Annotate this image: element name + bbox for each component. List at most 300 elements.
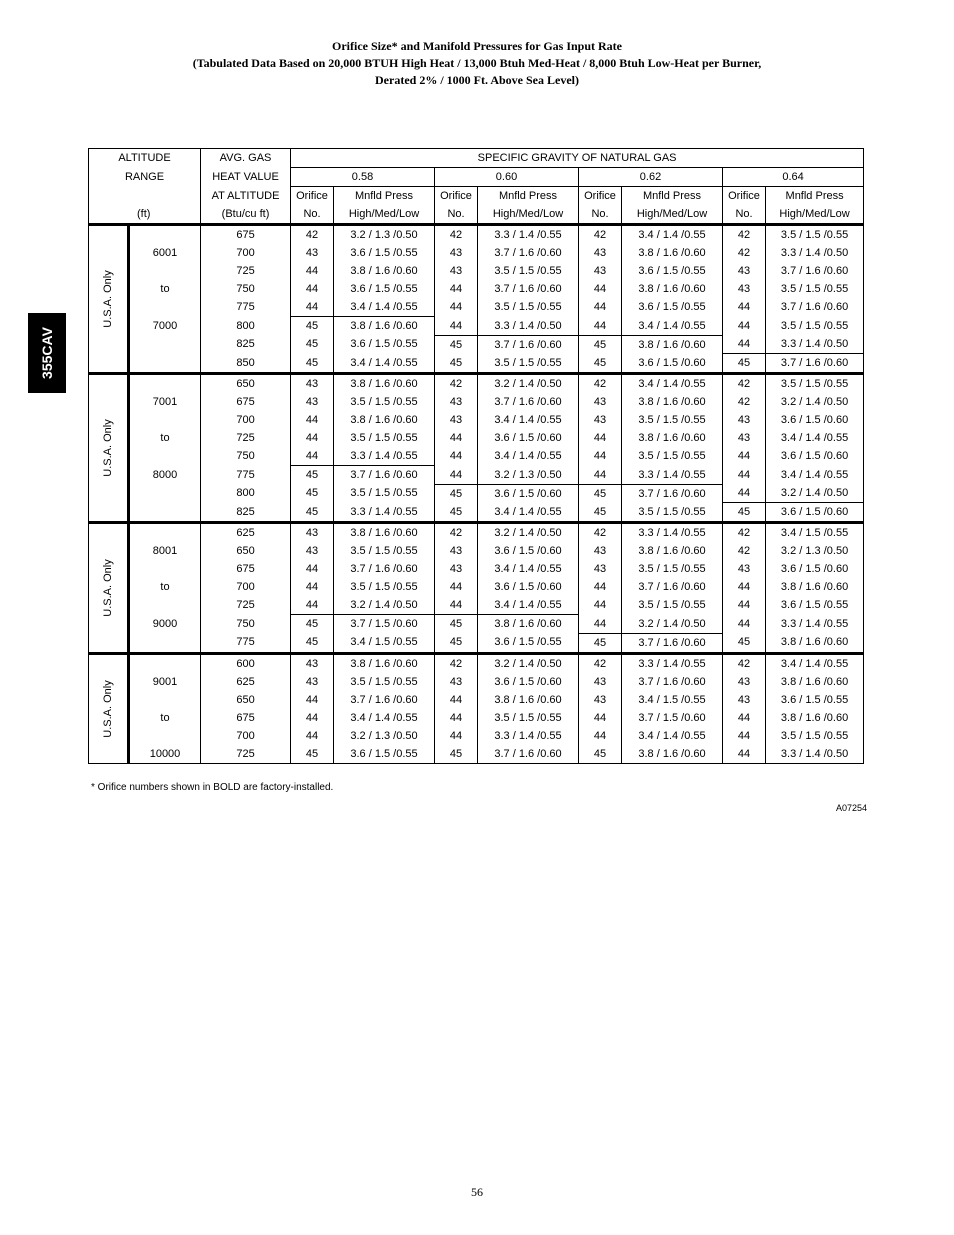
- table-row: [89, 673, 864, 691]
- heat-value-cell: 600: [201, 653, 291, 673]
- manifold-pressure: 3.3 / 1.4 /0.55: [334, 447, 435, 466]
- gravity-0-62: 0.62: [579, 168, 723, 187]
- heat-value-cell: 800: [201, 484, 291, 503]
- orifice-number: 42: [435, 653, 478, 673]
- orifice-number: 43: [723, 262, 766, 280]
- manifold-pressure: 3.5 / 1.5 /0.55: [766, 317, 864, 336]
- manifold-pressure: 3.7 / 1.5 /0.60: [622, 709, 723, 727]
- orifice-number: 43: [435, 560, 478, 578]
- manifold-pressure: 3.2 / 1.4 /0.50: [478, 374, 579, 394]
- heat-value-cell: 725: [201, 429, 291, 447]
- orifice-pressure-table: [88, 148, 864, 764]
- manifold-pressure: 3.5 / 1.5 /0.55: [622, 411, 723, 429]
- orifice-number: 45: [579, 484, 622, 503]
- altitude-cell: [129, 560, 201, 578]
- orifice-number: 45: [723, 354, 766, 374]
- table-row: [89, 503, 864, 523]
- page-title: [0, 38, 954, 89]
- header-at-altitude: AT ALTITUDE: [201, 187, 291, 206]
- orifice-number: 43: [723, 691, 766, 709]
- orifice-number: 45: [579, 354, 622, 374]
- header-specific-gravity: SPECIFIC GRAVITY OF NATURAL GAS: [291, 149, 864, 168]
- orifice-number: 44: [291, 596, 334, 615]
- orifice-number: 44: [579, 317, 622, 336]
- altitude-cell: 7000: [129, 317, 201, 336]
- heat-value-cell: 625: [201, 523, 291, 543]
- manifold-pressure: 3.8 / 1.6 /0.60: [622, 542, 723, 560]
- heat-value-cell: 725: [201, 262, 291, 280]
- manifold-pressure: 3.6 / 1.5 /0.60: [766, 560, 864, 578]
- orifice-number: 44: [579, 298, 622, 317]
- manifold-pressure: 3.4 / 1.5 /0.55: [334, 633, 435, 653]
- manifold-pressure: 3.6 / 1.5 /0.55: [478, 633, 579, 653]
- altitude-cell: [129, 262, 201, 280]
- altitude-cell: [129, 691, 201, 709]
- manifold-pressure: 3.8 / 1.6 /0.60: [334, 411, 435, 429]
- altitude-cell: 6001: [129, 244, 201, 262]
- figure-code: A07254: [836, 803, 868, 813]
- manifold-pressure: 3.6 / 1.5 /0.60: [478, 484, 579, 503]
- manifold-pressure: 3.2 / 1.4 /0.50: [766, 393, 864, 411]
- orifice-number: 42: [579, 653, 622, 673]
- table-row: [89, 709, 864, 727]
- orifice-number: 43: [291, 673, 334, 691]
- orifice-number: 44: [435, 578, 478, 596]
- altitude-cell: [129, 596, 201, 615]
- manifold-pressure: 3.3 / 1.4 /0.55: [478, 225, 579, 245]
- manifold-pressure: 3.8 / 1.6 /0.60: [478, 615, 579, 634]
- manifold-pressure: 3.3 / 1.4 /0.55: [478, 727, 579, 745]
- manifold-pressure: 3.5 / 1.5 /0.55: [478, 262, 579, 280]
- manifold-pressure: 3.5 / 1.5 /0.55: [622, 503, 723, 523]
- orifice-number: 44: [435, 429, 478, 447]
- orifice-number: 43: [291, 523, 334, 543]
- manifold-pressure: 3.7 / 1.6 /0.60: [478, 393, 579, 411]
- table-row: [89, 615, 864, 634]
- manifold-pressure: 3.3 / 1.4 /0.55: [766, 615, 864, 634]
- page-number: 56: [471, 1185, 483, 1199]
- altitude-cell: to: [129, 709, 201, 727]
- manifold-pressure: 3.4 / 1.4 /0.55: [766, 466, 864, 485]
- header-avg-gas: AVG. GAS: [201, 149, 291, 168]
- header-mnfld: Mnfld Press: [334, 187, 435, 206]
- table-row: [89, 354, 864, 374]
- orifice-number: 45: [579, 745, 622, 764]
- manifold-pressure: 3.5 / 1.5 /0.55: [334, 484, 435, 503]
- orifice-number: 44: [579, 280, 622, 298]
- region-label-cell: [89, 225, 129, 374]
- table-row: [89, 578, 864, 596]
- orifice-number: 45: [291, 615, 334, 634]
- gravity-0-64: 0.64: [723, 168, 864, 187]
- manifold-pressure: 3.5 / 1.5 /0.55: [766, 374, 864, 394]
- table-header: [89, 149, 864, 225]
- heat-value-cell: 825: [201, 335, 291, 354]
- orifice-number: 43: [291, 393, 334, 411]
- heat-value-cell: 650: [201, 374, 291, 394]
- manifold-pressure: 3.5 / 1.5 /0.55: [334, 578, 435, 596]
- orifice-number: 44: [291, 411, 334, 429]
- manifold-pressure: 3.3 / 1.4 /0.55: [622, 653, 723, 673]
- manifold-pressure: 3.5 / 1.5 /0.55: [334, 542, 435, 560]
- manifold-pressure: 3.4 / 1.4 /0.55: [622, 727, 723, 745]
- heat-value-cell: 775: [201, 633, 291, 653]
- orifice-number: 43: [723, 673, 766, 691]
- manifold-pressure: 3.4 / 1.4 /0.55: [622, 374, 723, 394]
- manifold-pressure: 3.5 / 1.5 /0.55: [766, 225, 864, 245]
- heat-value-cell: 750: [201, 280, 291, 298]
- orifice-number: 43: [291, 374, 334, 394]
- manifold-pressure: 3.7 / 1.6 /0.60: [478, 280, 579, 298]
- header-orifice: Orifice: [435, 187, 478, 206]
- manifold-pressure: 3.5 / 1.5 /0.55: [622, 596, 723, 615]
- orifice-number: 45: [291, 317, 334, 336]
- orifice-number: 45: [723, 633, 766, 653]
- orifice-number: 42: [723, 523, 766, 543]
- heat-value-cell: 675: [201, 225, 291, 245]
- table-row: [89, 633, 864, 653]
- manifold-pressure: 3.3 / 1.4 /0.50: [478, 317, 579, 336]
- orifice-number: 44: [291, 298, 334, 317]
- manifold-pressure: 3.7 / 1.6 /0.60: [334, 691, 435, 709]
- heat-value-cell: 650: [201, 691, 291, 709]
- orifice-number: 45: [435, 503, 478, 523]
- table-row: [89, 466, 864, 485]
- orifice-number: 44: [579, 615, 622, 634]
- manifold-pressure: 3.5 / 1.5 /0.55: [766, 727, 864, 745]
- orifice-number: 44: [435, 298, 478, 317]
- altitude-cell: [129, 727, 201, 745]
- manifold-pressure: 3.4 / 1.4 /0.55: [766, 429, 864, 447]
- header-no: No.: [435, 205, 478, 225]
- heat-value-cell: 725: [201, 596, 291, 615]
- header-ft: (ft): [89, 205, 201, 225]
- manifold-pressure: 3.7 / 1.6 /0.60: [622, 484, 723, 503]
- orifice-number: 45: [291, 335, 334, 354]
- orifice-number: 42: [723, 374, 766, 394]
- altitude-cell: [129, 447, 201, 466]
- orifice-number: 44: [723, 317, 766, 336]
- heat-value-cell: 625: [201, 673, 291, 691]
- altitude-cell: [129, 225, 201, 245]
- orifice-number: 42: [579, 225, 622, 245]
- orifice-number: 44: [435, 596, 478, 615]
- manifold-pressure: 3.7 / 1.6 /0.60: [478, 244, 579, 262]
- altitude-cell: to: [129, 280, 201, 298]
- table-row: [89, 225, 864, 245]
- orifice-number: 44: [723, 466, 766, 485]
- manifold-pressure: 3.6 / 1.5 /0.55: [622, 262, 723, 280]
- manifold-pressure: 3.2 / 1.4 /0.50: [478, 653, 579, 673]
- manifold-pressure: 3.8 / 1.6 /0.60: [622, 335, 723, 354]
- orifice-number: 44: [435, 691, 478, 709]
- orifice-number: 44: [723, 298, 766, 317]
- altitude-cell: to: [129, 429, 201, 447]
- orifice-number: 44: [291, 578, 334, 596]
- orifice-number: 43: [579, 542, 622, 560]
- manifold-pressure: 3.5 / 1.5 /0.55: [622, 560, 723, 578]
- manifold-pressure: 3.6 / 1.5 /0.55: [622, 298, 723, 317]
- manifold-pressure: 3.6 / 1.5 /0.60: [766, 503, 864, 523]
- manifold-pressure: 3.3 / 1.4 /0.50: [766, 745, 864, 764]
- orifice-number: 43: [291, 244, 334, 262]
- manifold-pressure: 3.8 / 1.6 /0.60: [478, 691, 579, 709]
- manifold-pressure: 3.8 / 1.6 /0.60: [334, 317, 435, 336]
- manifold-pressure: 3.7 / 1.5 /0.60: [334, 615, 435, 634]
- altitude-cell: [129, 374, 201, 394]
- heat-value-cell: 675: [201, 560, 291, 578]
- table-row: [89, 745, 864, 764]
- manifold-pressure: 3.4 / 1.4 /0.55: [334, 709, 435, 727]
- orifice-number: 45: [723, 503, 766, 523]
- manifold-pressure: 3.3 / 1.4 /0.55: [334, 503, 435, 523]
- orifice-number: 44: [579, 709, 622, 727]
- orifice-number: 43: [723, 560, 766, 578]
- altitude-cell: [129, 354, 201, 374]
- orifice-number: 43: [723, 411, 766, 429]
- header-btu: (Btu/cu ft): [201, 205, 291, 225]
- table-row: [89, 262, 864, 280]
- orifice-number: 44: [723, 447, 766, 466]
- manifold-pressure: 3.6 / 1.5 /0.55: [334, 745, 435, 764]
- orifice-number: 44: [723, 727, 766, 745]
- region-label-cell: [89, 653, 129, 763]
- orifice-number: 42: [579, 374, 622, 394]
- heat-value-cell: 725: [201, 745, 291, 764]
- orifice-number: 44: [291, 429, 334, 447]
- manifold-pressure: 3.4 / 1.5 /0.55: [766, 523, 864, 543]
- manifold-pressure: 3.3 / 1.4 /0.55: [622, 466, 723, 485]
- manifold-pressure: 3.7 / 1.6 /0.60: [766, 298, 864, 317]
- title-line-3: Derated 2% / 1000 Ft. Above Sea Level): [375, 73, 579, 87]
- orifice-number: 43: [291, 653, 334, 673]
- orifice-number: 43: [579, 560, 622, 578]
- table-row: [89, 280, 864, 298]
- table-row: [89, 244, 864, 262]
- orifice-number: 43: [579, 262, 622, 280]
- manifold-pressure: 3.7 / 1.6 /0.60: [334, 466, 435, 485]
- header-altitude: ALTITUDE: [89, 149, 201, 168]
- manifold-pressure: 3.6 / 1.5 /0.60: [766, 411, 864, 429]
- orifice-number: 43: [435, 393, 478, 411]
- orifice-number: 44: [723, 615, 766, 634]
- manifold-pressure: 3.5 / 1.5 /0.55: [334, 673, 435, 691]
- manifold-pressure: 3.4 / 1.4 /0.55: [478, 447, 579, 466]
- table-row: [89, 653, 864, 673]
- orifice-number: 45: [291, 354, 334, 374]
- heat-value-cell: 700: [201, 411, 291, 429]
- altitude-cell: 10000: [129, 745, 201, 764]
- manifold-pressure: 3.4 / 1.4 /0.55: [334, 354, 435, 374]
- manifold-pressure: 3.8 / 1.6 /0.60: [622, 745, 723, 764]
- altitude-cell: [129, 298, 201, 317]
- table-row: [89, 429, 864, 447]
- manifold-pressure: 3.2 / 1.3 /0.50: [478, 466, 579, 485]
- manifold-pressure: 3.5 / 1.5 /0.55: [478, 709, 579, 727]
- table-row: [89, 317, 864, 336]
- region-label: U.S.A. Only: [102, 679, 114, 738]
- header-range: RANGE: [89, 168, 201, 187]
- altitude-cell: 8001: [129, 542, 201, 560]
- orifice-number: 44: [291, 709, 334, 727]
- orifice-number: 43: [435, 411, 478, 429]
- manifold-pressure: 3.8 / 1.6 /0.60: [622, 244, 723, 262]
- orifice-number: 45: [579, 335, 622, 354]
- manifold-pressure: 3.3 / 1.4 /0.50: [766, 335, 864, 354]
- orifice-number: 44: [291, 560, 334, 578]
- header-mnfld: Mnfld Press: [622, 187, 723, 206]
- header-no: No.: [291, 205, 334, 225]
- manifold-pressure: 3.3 / 1.4 /0.50: [766, 244, 864, 262]
- manifold-pressure: 3.6 / 1.5 /0.60: [478, 542, 579, 560]
- orifice-number: 44: [579, 447, 622, 466]
- table-row: [89, 542, 864, 560]
- manifold-pressure: 3.8 / 1.6 /0.60: [334, 653, 435, 673]
- orifice-number: 44: [291, 280, 334, 298]
- table-row: [89, 596, 864, 615]
- header-orifice: Orifice: [723, 187, 766, 206]
- manifold-pressure: 3.8 / 1.6 /0.60: [334, 262, 435, 280]
- orifice-number: 44: [723, 596, 766, 615]
- manifold-pressure: 3.8 / 1.6 /0.60: [622, 393, 723, 411]
- orifice-number: 45: [291, 466, 334, 485]
- title-line-1: Orifice Size* and Manifold Pressures for Gas Input Rate: [332, 39, 622, 53]
- orifice-number: 44: [579, 429, 622, 447]
- orifice-number: 42: [435, 523, 478, 543]
- table-row: [89, 335, 864, 354]
- heat-value-cell: 800: [201, 317, 291, 336]
- manifold-pressure: 3.5 / 1.5 /0.55: [478, 298, 579, 317]
- orifice-number: 44: [723, 578, 766, 596]
- manifold-pressure: 3.7 / 1.6 /0.60: [766, 262, 864, 280]
- manifold-pressure: 3.5 / 1.5 /0.55: [622, 447, 723, 466]
- manifold-pressure: 3.7 / 1.6 /0.60: [622, 673, 723, 691]
- orifice-number: 45: [579, 633, 622, 653]
- manifold-pressure: 3.7 / 1.6 /0.60: [478, 745, 579, 764]
- orifice-number: 45: [435, 335, 478, 354]
- region-label: U.S.A. Only: [102, 270, 114, 328]
- manifold-pressure: 3.2 / 1.3 /0.50: [334, 727, 435, 745]
- header-mnfld: Mnfld Press: [766, 187, 864, 206]
- heat-value-cell: 650: [201, 542, 291, 560]
- manifold-pressure: 3.7 / 1.6 /0.60: [622, 633, 723, 653]
- orifice-number: 44: [579, 578, 622, 596]
- manifold-pressure: 3.4 / 1.4 /0.55: [478, 596, 579, 615]
- heat-value-cell: 775: [201, 298, 291, 317]
- manifold-pressure: 3.5 / 1.5 /0.55: [478, 354, 579, 374]
- table-row: [89, 447, 864, 466]
- manifold-pressure: 3.8 / 1.6 /0.60: [766, 709, 864, 727]
- manifold-pressure: 3.7 / 1.6 /0.60: [622, 578, 723, 596]
- orifice-number: 45: [435, 354, 478, 374]
- altitude-cell: [129, 653, 201, 673]
- orifice-number: 42: [291, 225, 334, 245]
- manifold-pressure: 3.6 / 1.5 /0.60: [478, 578, 579, 596]
- manifold-pressure: 3.5 / 1.5 /0.55: [766, 280, 864, 298]
- orifice-number: 44: [435, 447, 478, 466]
- manifold-pressure: 3.2 / 1.3 /0.50: [766, 542, 864, 560]
- heat-value-cell: 825: [201, 503, 291, 523]
- orifice-number: 44: [435, 317, 478, 336]
- altitude-cell: to: [129, 578, 201, 596]
- orifice-number: 42: [723, 244, 766, 262]
- manifold-pressure: 3.2 / 1.4 /0.50: [334, 596, 435, 615]
- altitude-cell: [129, 523, 201, 543]
- header-mnfld: Mnfld Press: [478, 187, 579, 206]
- manifold-pressure: 3.8 / 1.6 /0.60: [334, 374, 435, 394]
- manifold-pressure: 3.3 / 1.4 /0.55: [622, 523, 723, 543]
- header-no: No.: [579, 205, 622, 225]
- manifold-pressure: 3.6 / 1.5 /0.55: [334, 280, 435, 298]
- manifold-pressure: 3.2 / 1.4 /0.50: [478, 523, 579, 543]
- orifice-number: 42: [579, 523, 622, 543]
- orifice-number: 43: [435, 542, 478, 560]
- manifold-pressure: 3.4 / 1.4 /0.55: [478, 560, 579, 578]
- manifold-pressure: 3.6 / 1.5 /0.60: [478, 429, 579, 447]
- heat-value-cell: 750: [201, 615, 291, 634]
- manifold-pressure: 3.6 / 1.5 /0.55: [334, 244, 435, 262]
- orifice-number: 44: [723, 484, 766, 503]
- table-row: [89, 484, 864, 503]
- altitude-cell: 9001: [129, 673, 201, 691]
- header-hml: High/Med/Low: [766, 205, 864, 225]
- manifold-pressure: 3.2 / 1.3 /0.50: [334, 225, 435, 245]
- manifold-pressure: 3.6 / 1.5 /0.55: [334, 335, 435, 354]
- manifold-pressure: 3.6 / 1.5 /0.60: [478, 673, 579, 691]
- table-row: [89, 727, 864, 745]
- header-hml: High/Med/Low: [622, 205, 723, 225]
- orifice-number: 42: [435, 374, 478, 394]
- orifice-number: 43: [579, 411, 622, 429]
- header-orifice: Orifice: [291, 187, 334, 206]
- footnote: * Orifice numbers shown in BOLD are factory-installed.: [91, 782, 334, 793]
- heat-value-cell: 700: [201, 727, 291, 745]
- manifold-pressure: 3.5 / 1.5 /0.55: [334, 393, 435, 411]
- manifold-pressure: 3.8 / 1.6 /0.60: [766, 633, 864, 653]
- title-line-2: (Tabulated Data Based on 20,000 BTUH High Heat / 13,000 Btuh Med-Heat / 8,000 Btuh Low-Heat per Burner,: [192, 56, 762, 70]
- heat-value-cell: 750: [201, 447, 291, 466]
- manifold-pressure: 3.4 / 1.4 /0.55: [766, 653, 864, 673]
- orifice-number: 44: [435, 727, 478, 745]
- altitude-cell: 9000: [129, 615, 201, 634]
- orifice-number: 44: [723, 745, 766, 764]
- altitude-cell: [129, 633, 201, 653]
- orifice-number: 43: [579, 244, 622, 262]
- orifice-number: 43: [723, 280, 766, 298]
- manifold-pressure: 3.4 / 1.5 /0.55: [622, 691, 723, 709]
- manifold-pressure: 3.4 / 1.4 /0.55: [334, 298, 435, 317]
- manifold-pressure: 3.4 / 1.4 /0.55: [478, 503, 579, 523]
- orifice-number: 44: [435, 709, 478, 727]
- manifold-pressure: 3.2 / 1.4 /0.50: [766, 484, 864, 503]
- heat-value-cell: 700: [201, 244, 291, 262]
- manifold-pressure: 3.7 / 1.6 /0.60: [334, 560, 435, 578]
- orifice-number: 42: [723, 393, 766, 411]
- table-row: [89, 393, 864, 411]
- header-hml: High/Med/Low: [334, 205, 435, 225]
- model-side-tab: [28, 313, 66, 393]
- heat-value-cell: 675: [201, 393, 291, 411]
- header-blank: [89, 187, 201, 206]
- region-label: U.S.A. Only: [102, 419, 114, 477]
- manifold-pressure: 3.7 / 1.6 /0.60: [766, 354, 864, 374]
- manifold-pressure: 3.6 / 1.5 /0.55: [766, 691, 864, 709]
- table-body: [89, 225, 864, 764]
- header-no: No.: [723, 205, 766, 225]
- manifold-pressure: 3.6 / 1.5 /0.60: [622, 354, 723, 374]
- manifold-pressure: 3.8 / 1.6 /0.60: [766, 673, 864, 691]
- orifice-number: 44: [291, 727, 334, 745]
